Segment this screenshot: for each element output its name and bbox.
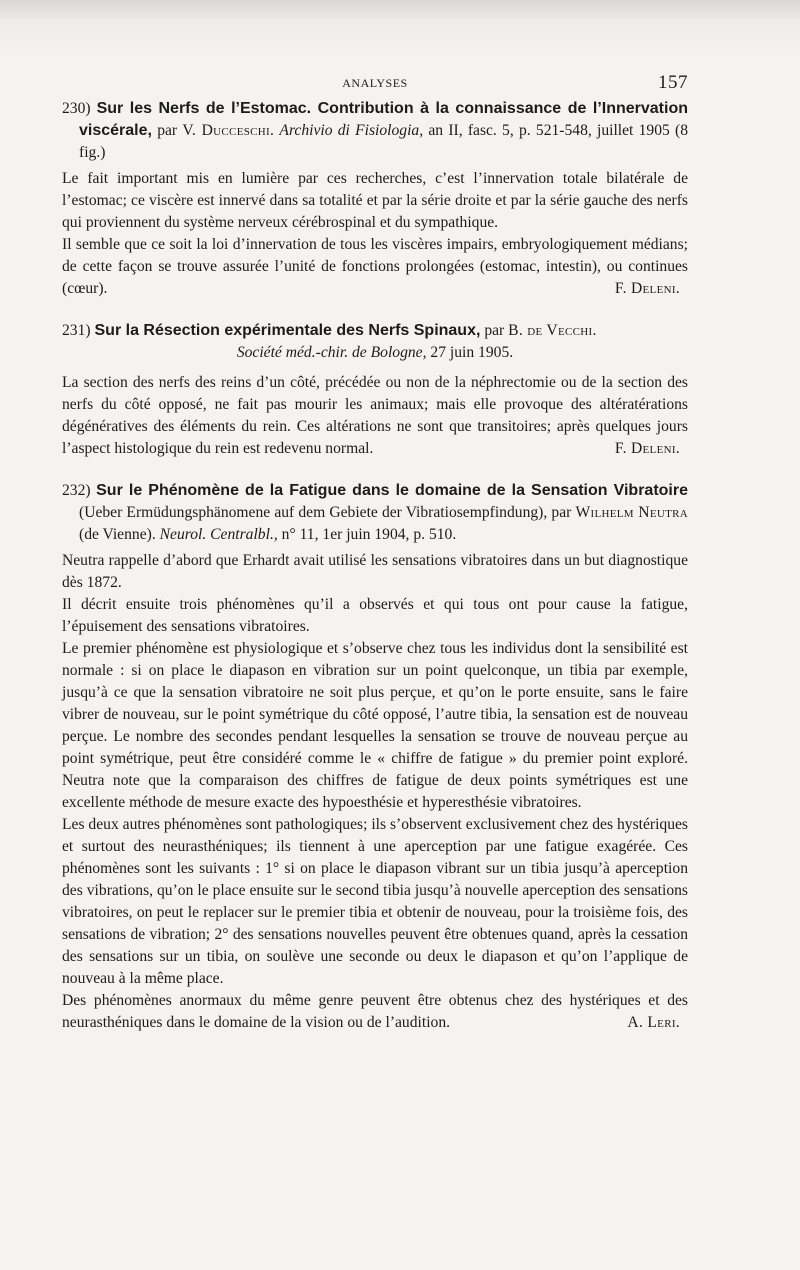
- entry-author: V. Ducceschi.: [182, 122, 275, 139]
- entry-signature: A. Leri.: [627, 1014, 680, 1031]
- entry-german-title: (Ueber Ermüdungsphänomene auf dem Gebiete der Vibratiosempfindung),: [79, 504, 548, 521]
- separator: [62, 460, 688, 474]
- entry-source-line: [62, 342, 688, 364]
- entry-paragraph: Les deux autres phénomènes sont pathologiques; ils s’observent exclusivement chez des hystériques et surtout des neurasthéniques; ils tiennent à une aperception par une fatigue exagérée. Ces phénomènes sont les suivants : 1° si on place le diapason vibrant sur un tibia jusqu’à aperception des vibrations, qu’on le place ensuite sur le second tibia jusqu’à nouvelle aperception des sensations vibratoires, on peut le replacer sur le premier tibia et obtenir de nouveau, pour la troisième fois, des sensations de vibration; 2° des sensations nouvelles peuvent être obtenues quand, après la cessation des sensations sur un tibia, on soulève une seconde ou deux le diapason et qu’on l’applique de nouveau à la même place.: [62, 816, 688, 987]
- running-title: ANALYSES: [342, 76, 408, 90]
- separator: [62, 300, 688, 314]
- abstract-entry: [62, 320, 688, 460]
- entry-number: 232): [62, 482, 91, 499]
- entry-paragraph: Le premier phénomène est physiologique et s’observe chez tous les individus dont la sensibilité est normale : si on place le diapason en vibration sur un point quelconque, un tibia par exemple, jusqu’à ce que la sensation vibratoire ne soit plus perçue, et qu’on le porte ensuite, sans le faire vibrer de nouveau, sur le point symétrique du côté opposé, l’autre tibia, la sensation est de nouveau perçue. Le nombre des secondes pendant lesquelles la sensation se trouve de nouveau perçue au point symétrique, peut être considéré comme le « chiffre de fatigue » du premier point exploré. Neutra note que la comparaison des chiffres de fatigue de deux points symétriques est une excellente méthode de mesure exacte des hypoesthésie et hyperesthésie vibratoires.: [62, 640, 688, 811]
- entry-by: par: [551, 504, 572, 521]
- entry-paragraph: La section des nerfs des reins d’un côté, précédée ou non de la néphrectomie ou de la section des nerfs du côté opposé, ne fait pas mourir les animaux; mais elle provoque des altératérations dégénératives des éléments du rein. Ces altérations ne sont que transitoires; après quelques jours l’aspect histologique du rein est redevenu normal. F. Deleni.: [62, 372, 688, 460]
- entry-heading: [62, 320, 688, 342]
- entry-title: Sur le Phénomène de la Fatigue dans le domaine de la Sensation Vibratoire: [96, 482, 688, 499]
- entry-citation: an II, fasc. 5, p. 521-548, juillet 1905 (8 fig.): [79, 122, 689, 161]
- running-head: [62, 72, 688, 96]
- entry-paragraph: Il décrit ensuite trois phénomènes qu’il a observés et qui tous ont pour cause la fatigue, l’épuisement des sensations vibratoires.: [62, 596, 688, 635]
- entry-journal: Archivio di Fisiologia,: [279, 122, 424, 139]
- entry-author: Wilhelm Neutra: [575, 504, 688, 521]
- entry-number: 230): [62, 100, 91, 117]
- entry-signature: F. Deleni.: [614, 280, 680, 297]
- entry-paragraph: Il semble que ce soit la loi d’innervation de tous les viscères impairs, embryologiquement médians; de cette façon se trouve assurée l’unité de fonctions prolongées (estomac, intestin), ou continues (cœur). F. Deleni.: [62, 234, 688, 300]
- entry-journal: Société méd.-chir. de Bologne,: [236, 344, 427, 361]
- entry-by: par: [484, 322, 505, 339]
- entry-paragraph: Neutra rappelle d’abord que Erhardt avait utilisé les sensations vibratoires dans un but diagnostique dès 1872.: [62, 552, 688, 591]
- entry-place: (de Vienne).: [79, 526, 156, 543]
- abstract-entry: [62, 98, 688, 300]
- entry-citation: 27 juin 1905.: [430, 344, 514, 361]
- abstract-entry: [62, 480, 688, 1034]
- entry-heading: [62, 98, 688, 164]
- entry-author: B. de Vecchi.: [508, 322, 597, 339]
- entry-number: 231): [62, 322, 91, 339]
- entry-by: par: [157, 122, 178, 139]
- entry-signature: F. Deleni.: [614, 440, 680, 457]
- entry-paragraph: Le fait important mis en lumière par ces recherches, c’est l’innervation totale bilatérale de l’estomac; ce viscère est innervé dans sa totalité et par la série droite et par la série gauche des nerfs qui proviennent du système nerveux cérébrospinal et du sympathique.: [62, 170, 688, 231]
- entry-citation: n° 11, 1er juin 1904, p. 510.: [281, 526, 457, 543]
- page-number: 157: [658, 72, 688, 93]
- entry-journal: Neurol. Centralbl.,: [159, 526, 278, 543]
- entry-title: Sur les Nerfs de l’Estomac. Contribution à la connaissance de l’Innervation viscérale,: [79, 100, 688, 139]
- entry-heading: [62, 480, 688, 546]
- entry-paragraph: Des phénomènes anormaux du même genre peuvent être obtenus chez des hystériques et des neurasthéniques dans le domaine de la vision ou de l’audition. A. Leri.: [62, 990, 688, 1034]
- entry-title: Sur la Résection expérimentale des Nerfs Spinaux,: [94, 322, 481, 339]
